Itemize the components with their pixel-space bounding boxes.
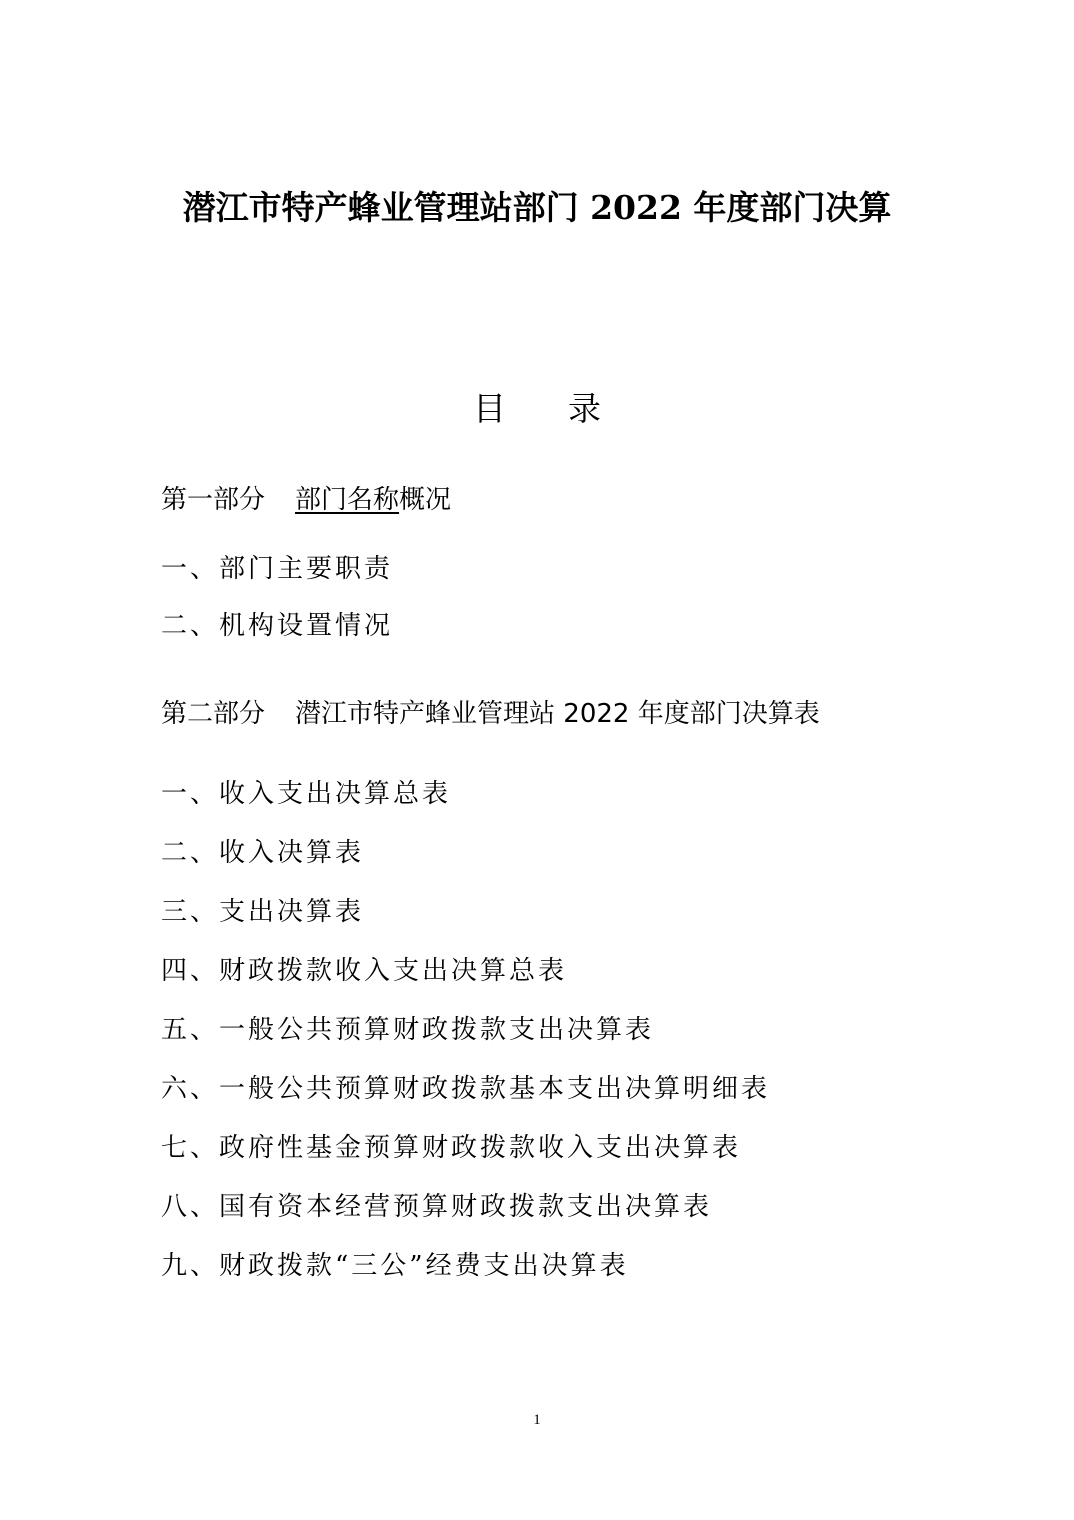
part2-item-4: 四、财政拨款收入支出决算总表 (161, 956, 568, 986)
toc-heading-right: 录 (568, 389, 601, 428)
part1-label: 第一部分 (161, 485, 266, 515)
page-number: 1 (533, 1412, 541, 1428)
part1-title-rest: 概况 (399, 485, 452, 515)
part2-title (161, 694, 820, 734)
part2-item-6: 六、一般公共预算财政拨款基本支出决算明细表 (161, 1074, 771, 1104)
part2-item-1: 一、收入支出决算总表 (161, 779, 452, 809)
part1-item-1: 一、部门主要职责 (161, 554, 394, 584)
part2-label: 第二部分 (161, 699, 266, 729)
toc-heading-left: 目 (473, 389, 506, 428)
part1-item-2: 二、机构设置情况 (161, 611, 394, 641)
part2-item-2: 二、收入决算表 (161, 838, 365, 868)
part1-title (161, 480, 451, 520)
part1-title-underlined: 部门名称 (295, 485, 400, 515)
part2-item-7: 七、政府性基金预算财政拨款收入支出决算表 (161, 1133, 742, 1163)
part2-title-text: 潜江市特产蜂业管理站 2022 年度部门决算表 (295, 699, 820, 729)
toc-heading (0, 384, 1074, 434)
document-title: 潜江市特产蜂业管理站部门 2022 年度部门决算 (182, 188, 892, 227)
part2-item-9: 九、财政拨款“三公”经费支出决算表 (161, 1251, 629, 1281)
part2-item-5: 五、一般公共预算财政拨款支出决算表 (161, 1015, 655, 1045)
part2-item-3: 三、支出决算表 (161, 897, 365, 927)
part2-item-8: 八、国有资本经营预算财政拨款支出决算表 (161, 1192, 713, 1222)
